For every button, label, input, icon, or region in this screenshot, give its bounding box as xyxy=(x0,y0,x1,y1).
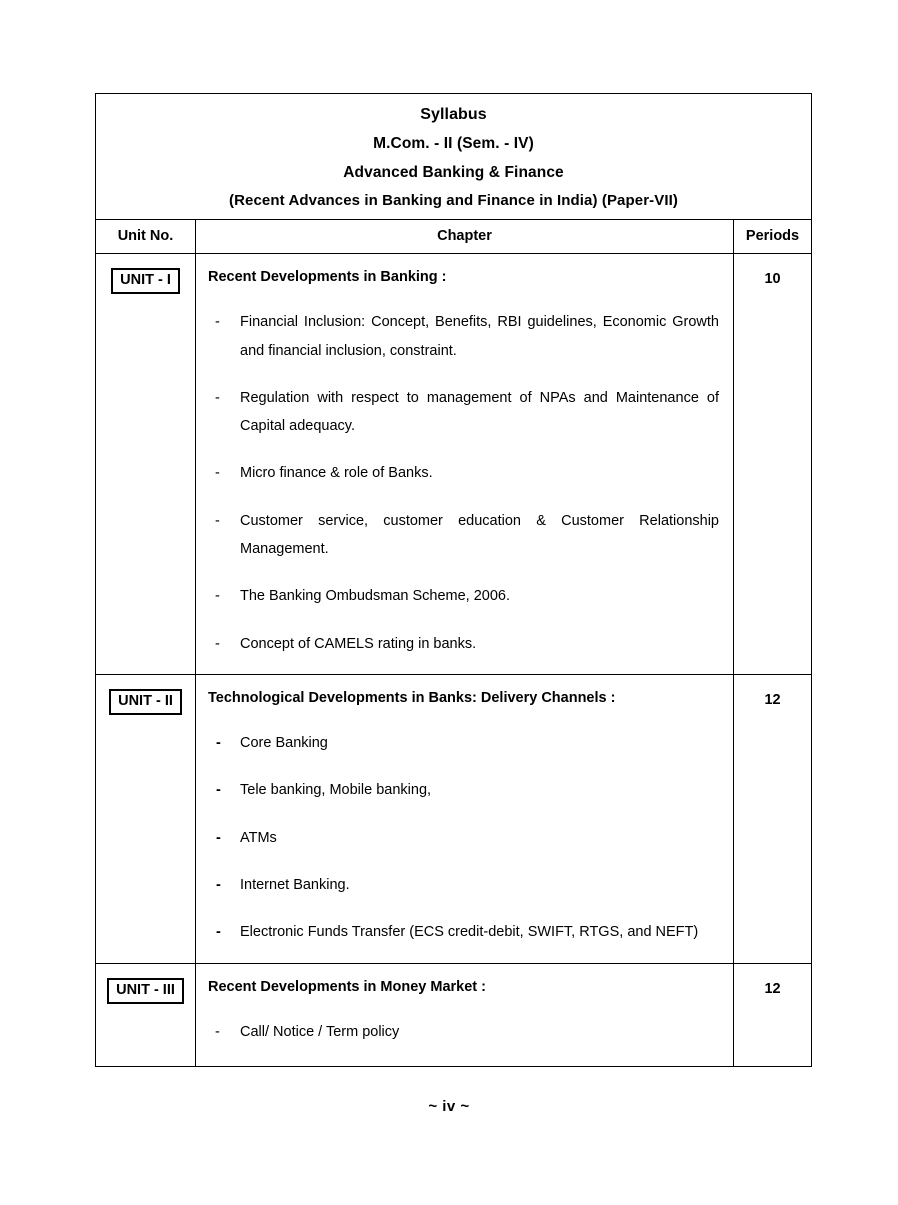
column-header-unit: Unit No. xyxy=(96,220,196,254)
list-item-text: Financial Inclusion: Concept, Benefits, RBI guidelines, Economic Growth and financial inclusion, constraint. xyxy=(240,314,719,359)
list-item-text: Core Banking xyxy=(240,735,328,752)
course-heading: M.Com. - II (Sem. - IV) xyxy=(373,135,534,152)
list-item xyxy=(208,384,719,441)
hyphen-bullet-icon: - xyxy=(215,1023,220,1040)
chapter-title: Recent Developments in Money Market : xyxy=(208,978,486,995)
hyphen-bullet-icon: - xyxy=(215,512,220,529)
column-header-chapter: Chapter xyxy=(196,220,734,254)
list-item xyxy=(208,308,719,365)
list-item xyxy=(208,459,719,487)
chapter-cell xyxy=(196,254,734,675)
table-row xyxy=(96,963,812,1067)
list-item-text: Concept of CAMELS rating in banks. xyxy=(240,635,477,652)
periods-cell: 10 xyxy=(734,254,812,675)
unit-number-cell xyxy=(96,963,196,1067)
list-item xyxy=(208,582,719,610)
subject-heading: Advanced Banking & Finance xyxy=(343,163,564,181)
list-item xyxy=(208,918,719,946)
unit-badge: UNIT - III xyxy=(107,978,184,1004)
syllabus-heading: Syllabus xyxy=(420,106,487,123)
table-row xyxy=(96,674,812,963)
bullet-list xyxy=(208,1018,719,1046)
dash-bullet-icon: - xyxy=(216,876,221,893)
hyphen-bullet-icon: - xyxy=(215,465,220,482)
list-item xyxy=(208,1018,719,1046)
page-number-footer: ~ iv ~ xyxy=(428,1098,470,1115)
list-item xyxy=(208,776,719,804)
list-item xyxy=(208,824,719,852)
list-item-text: The Banking Ombudsman Scheme, 2006. xyxy=(240,588,511,605)
list-item-text: Regulation with respect to management of NPAs and Maintenance of Capital adequacy. xyxy=(240,389,719,435)
unit-badge: UNIT - I xyxy=(111,268,180,294)
unit-number-cell xyxy=(96,674,196,963)
dash-bullet-icon: - xyxy=(216,924,221,941)
column-header-periods: Periods xyxy=(734,220,812,254)
list-item xyxy=(208,630,719,658)
list-item-text: Internet Banking. xyxy=(240,876,350,893)
dash-bullet-icon: - xyxy=(216,782,221,799)
list-item xyxy=(208,871,719,899)
periods-cell: 12 xyxy=(734,674,812,963)
dash-bullet-icon: - xyxy=(216,829,221,846)
table-header-row xyxy=(96,94,812,220)
bullet-list xyxy=(208,308,719,657)
bullet-list xyxy=(208,729,719,946)
hyphen-bullet-icon: - xyxy=(215,635,220,652)
syllabus-title-block xyxy=(96,94,812,220)
chapter-cell xyxy=(196,674,734,963)
list-item-text: Micro finance & role of Banks. xyxy=(240,465,433,482)
syllabus-table xyxy=(95,93,812,1067)
list-item-text: ATMs xyxy=(240,829,277,846)
list-item-text: Tele banking, Mobile banking, xyxy=(240,782,432,799)
hyphen-bullet-icon: - xyxy=(215,588,220,605)
hyphen-bullet-icon: - xyxy=(215,389,220,406)
list-item xyxy=(208,507,719,564)
chapter-cell xyxy=(196,963,734,1067)
column-header-row xyxy=(96,220,812,254)
chapter-title: Technological Developments in Banks: Delivery Channels : xyxy=(208,689,616,706)
chapter-title: Recent Developments in Banking : xyxy=(208,269,447,285)
hyphen-bullet-icon: - xyxy=(215,314,220,331)
list-item xyxy=(208,729,719,757)
periods-cell: 12 xyxy=(734,963,812,1067)
dash-bullet-icon: - xyxy=(216,735,221,752)
list-item-text: Call/ Notice / Term policy xyxy=(240,1023,400,1040)
unit-badge: UNIT - II xyxy=(109,689,182,715)
paper-heading: (Recent Advances in Banking and Finance in India) (Paper-VII) xyxy=(229,192,678,209)
list-item-text: Electronic Funds Transfer (ECS credit-debit, SWIFT, RTGS, and NEFT) xyxy=(240,924,699,941)
unit-number-cell xyxy=(96,254,196,675)
table-row xyxy=(96,254,812,675)
list-item-text: Customer service, customer education & Customer Relationship Management. xyxy=(240,512,719,557)
